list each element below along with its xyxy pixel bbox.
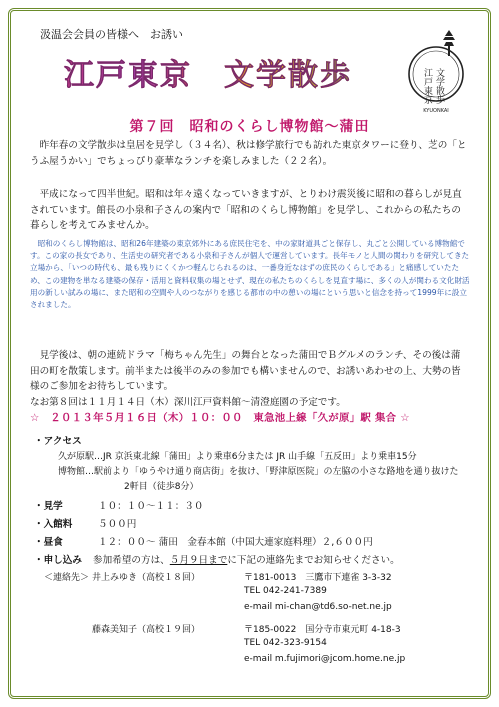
contact-2-tel: TEL 042-323-9154: [244, 638, 327, 648]
contact-2-address: 〒185-0022 国分寺市東元町 4-18-3: [244, 625, 401, 635]
fee-row: ・入館料 ５００円: [34, 519, 137, 530]
paragraph-1: 昨年春の文学散歩は皇居を見学し（３４名）、秋は修学旅行でも訪れた東京タワーに登り、芝の「とうふ屋うかい」でちょっぴり豪華なランチを楽しみました（２２名）。: [30, 140, 467, 167]
greeting: 汲温会会員の皆様へ お誘い: [40, 28, 183, 41]
access-museum: 博物館…駅前より「ゆうやけ通り商店街」を抜け、「野津原医院」の左脇の小さな路地を通り抜けた: [58, 467, 459, 477]
next-event-note: なお第８回は１１月１４日（木）深川江戸資料館〜清澄庭園の予定です。: [30, 396, 346, 408]
access-label: ・アクセス: [34, 436, 82, 447]
seal-text-2: 文学散歩: [434, 68, 444, 104]
museum-note: 昭和のくらし博物館は、昭和26年建築の東京郊外にある庶民住宅を、中の家財道具ごと保存し、丸ごと公開している博物館です。この家の長女であり、生活史の研究者である小泉和子さんが個人で運営しています。長年モノと人間の関わりを研究してきた立場から、「いつの時代も、最も残りにくくかつ軽んじられるのは、一番身近なはずの庶民のくらしである」と痛感していたため、この建物を単なる建築の保存・活用と資料収集の場とせず、現在の私たちのくらしを見直す場に、多くの人が関わる文化財活用の新しい試みの場に、また昭和の空間や人のつながりを感じる都市の中の憩いの場にという思いと信念を持って1999年に設立されました。: [30, 239, 470, 310]
contact-1-email: e-mail mi-chan@td6.so-net.ne.jp: [244, 602, 392, 612]
contact-label: ＜連絡先＞: [44, 573, 90, 583]
paragraph-2: 平成になって四半世紀。昭和は年々遠くなっていきますが、とりわけ震災後に昭和の暮らしが見直されています。館長の小泉和子さんの案内で「昭和のくらし博物館」を見学し、これからの私たちの暮らしを考えてみませんか。: [30, 189, 462, 231]
apply-row: ・申し込み 参加希望の方は、５月９日までに下記の連絡先までお知らせください。: [34, 555, 400, 566]
access-museum-cont: 2軒目（徒歩8分）: [124, 482, 199, 492]
paragraph-4: [30, 348, 468, 410]
paragraph-4-text: 見学後は、朝の連続ドラマ「梅ちゃん先生」の舞台となった蒲田でＢグルメのランチ、その後は蒲田の町を散策します。前半または後半のみの参加でも構いませんので、お誘いあわせの上、大勢の皆様のご参加をお待ちしています。: [30, 350, 461, 392]
contact-1-tel: TEL 042-241-7389: [244, 586, 327, 596]
apply-deadline: ５月９日まで: [169, 555, 228, 566]
seal-text-3: KYUONKAI: [423, 108, 449, 114]
contact-1-name: 井上みゆき（高校１８回）: [92, 573, 201, 583]
lunch-row: ・昼食 １２：００〜 蒲田 金春本館（中国大連家庭料理）２,６００円: [34, 537, 373, 548]
visit-row: ・見学 １０：１０〜１１：３０: [34, 501, 204, 512]
seal-text-1: 江戸東京: [422, 68, 432, 104]
main-title: 江戸東京 文学散歩: [64, 50, 352, 94]
kyuonkai-seal-logo: [407, 28, 465, 120]
event-datetime: ☆ ２０１３年５月１６日（木）１０：００ 東急池上線「久が原」駅 集合 ☆: [30, 412, 410, 424]
access-station: 久が原駅…JR 京浜東北線「蒲田」より乗車6分または JR 山手線「五反田」より乗車15分: [58, 452, 417, 462]
contact-1-address: 〒181-0013 三鷹市下連雀 3-3-32: [244, 573, 392, 583]
contact-2-name: 藤森美知子（高校１９回）: [92, 625, 201, 635]
subtitle: 第７回 昭和のくらし博物館〜蒲田: [129, 119, 370, 135]
contact-2-email: e-mail m.fujimori@jcom.home.ne.jp: [244, 654, 406, 664]
